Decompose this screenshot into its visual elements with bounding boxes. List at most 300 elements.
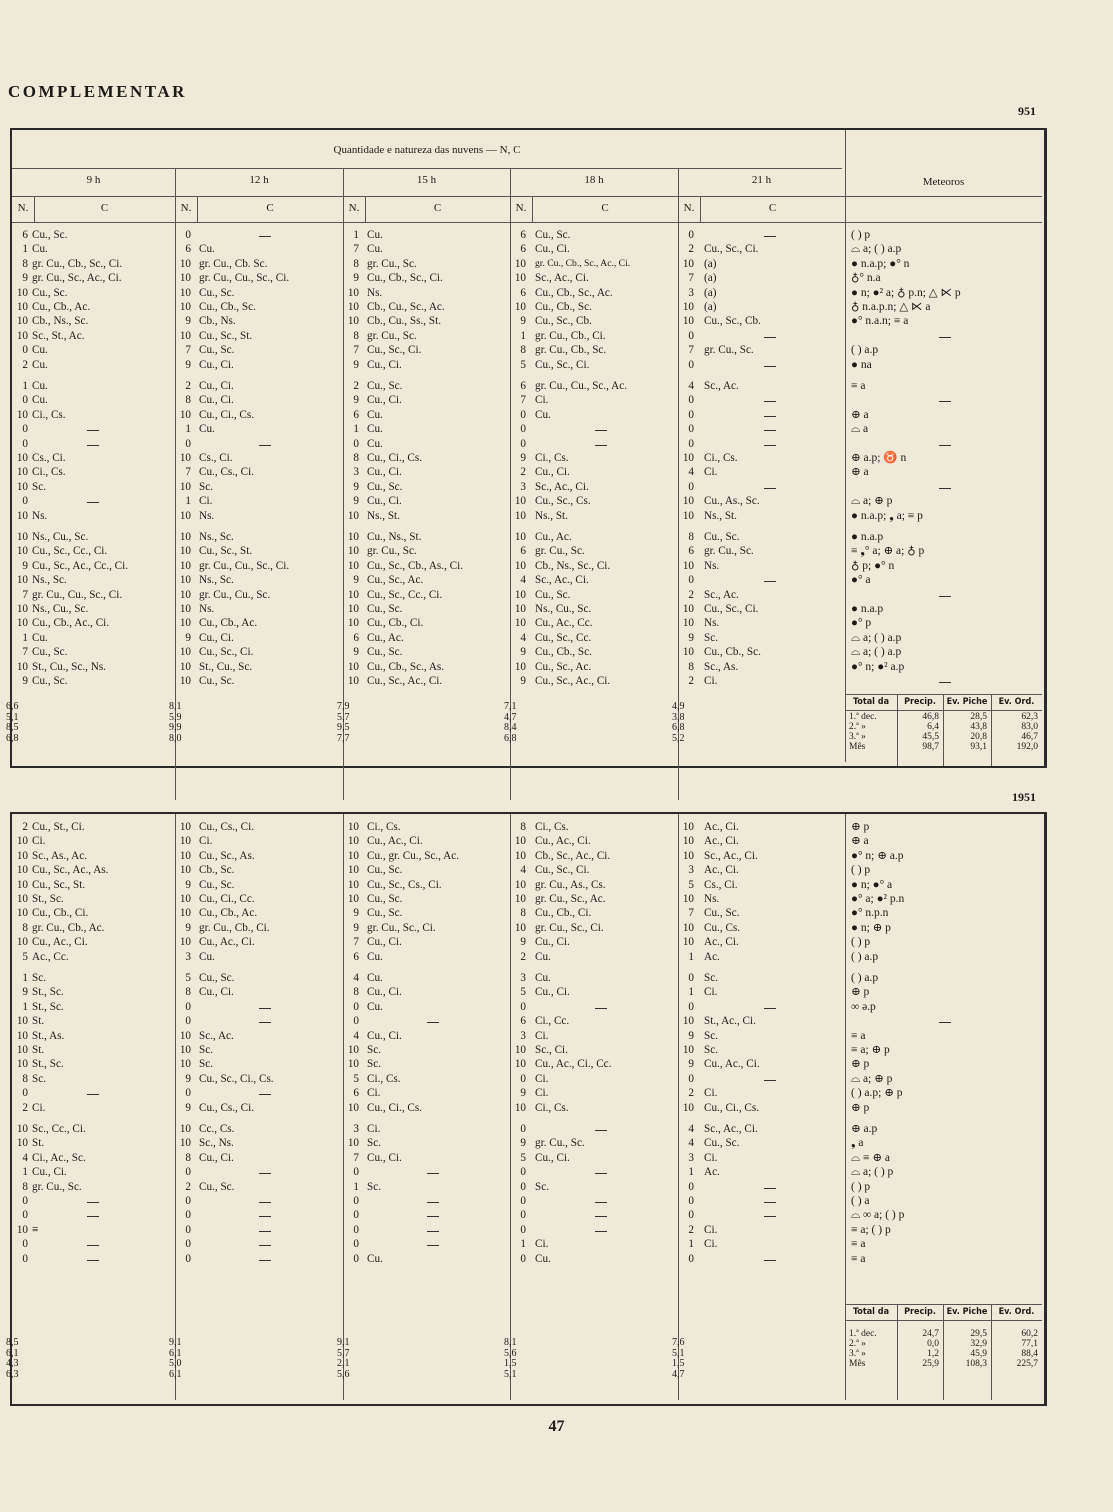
totals-header: Precip. [904,697,936,707]
totals-value: 62,3 [1021,712,1038,722]
cloud-types: gr. Cu., Sc., Ci. [367,921,436,934]
n-value: 7 [520,394,526,407]
cloud-types: Cu., Ac., Ci. [367,835,423,848]
totals-value: 108,3 [965,1359,987,1369]
cloud-types: Sc. [199,480,213,493]
n-col-rule [532,196,533,222]
n-value: 10 [514,559,526,572]
cloud-types: Sc., Ac., Ci. [704,1123,758,1135]
average-value: 6,8 [672,722,685,733]
average-value: 5,7 [337,1347,350,1359]
n-value: 9 [22,675,28,687]
no-cloud-dash [764,1188,776,1189]
n-value: 1 [185,495,191,508]
totals-value: Mês [849,1359,866,1369]
meteoros-entry: ⊕ a.p; ♉ n [851,452,907,464]
cloud-types: Cu., Sc., Cc., Ci. [367,588,443,601]
no-cloud-dash [259,1022,271,1023]
cloud-types: Cu., Ci. [535,1151,570,1164]
cloud-types: Sc., Ac., Ci. [535,272,589,285]
n-value: 10 [347,286,359,299]
cloud-types: Cu., Sc. [199,344,235,357]
no-cloud-dash [87,1094,99,1095]
n-value: 0 [353,1223,359,1236]
cloud-types: Cu. [535,972,551,984]
cloud-types: Cc., Cs. [199,1123,235,1135]
cloud-types: Ci. [367,1123,381,1135]
cloud-types: St., Cu., Sc. [199,660,253,673]
n-value: 10 [179,301,191,313]
n-value: 10 [16,849,28,862]
n-value: 6 [353,950,359,963]
meteoros-entry: ● n.a.p; ❟ a; ≡ p [851,509,923,522]
cloud-types: Ns. [704,617,720,630]
n-value: 10 [682,849,694,862]
cloud-types: Ci., Cs. [32,408,66,421]
cloud-types: Cu. [32,344,48,357]
cloud-types: Ci. [535,394,549,407]
meteoros-entry: ●° a; ●² p.n [851,893,905,905]
cloud-types: Cu., Ac., Ci. [535,835,591,848]
cloud-types: Cu., Ci. [535,466,570,479]
n-value: 9 [353,907,359,920]
n-value: 9 [688,1029,694,1042]
meteoros-entry: ♁ p; ●° n [851,559,895,572]
cloud-types: St., Cu., Sc., Ns. [32,660,106,673]
n-value: 10 [682,452,694,464]
n-value: 10 [682,257,694,270]
n-value: 6 [353,1087,359,1100]
cloud-types: Ac. [704,950,720,963]
n-value: 0 [688,423,694,436]
cloud-types: Cu., Sc., Ci., Cs. [199,1072,274,1085]
n-value: 10 [514,921,526,934]
cloud-types: Cu. [199,950,215,963]
no-cloud-dash [595,445,607,446]
n-value: 5 [520,1151,526,1164]
totals-value: 20,8 [970,732,987,742]
n-value: 1 [22,380,28,392]
n-value: 10 [179,1137,191,1150]
cloud-types: Cu., Sc. [32,286,68,299]
n-value: 6 [353,631,359,644]
cloud-types: Cb., Sc., Ac., Ci. [535,849,611,862]
no-cloud-dash [259,1008,271,1009]
n-value: 10 [682,893,694,905]
cloud-types: Cu., Ci. [199,631,234,644]
cloud-types: Sc., Ac., Ci. [535,574,589,587]
n-value: 10 [16,466,28,479]
n-value: 10 [682,509,694,522]
n-value: 10 [347,301,359,313]
totals-value: 29,5 [970,1329,987,1339]
cloud-types: Sc., Ac., Ci. [535,480,589,493]
n-value: 4 [688,380,694,392]
n-value: 1 [520,329,526,342]
cloud-types: Ci. [704,1238,718,1251]
n-value: 7 [353,936,359,949]
n-value: 10 [514,1058,526,1071]
cloud-types: Cu., Sc., Ci. [535,864,590,877]
no-cloud-dash [764,430,776,431]
totals-value: 2.ª » [849,1339,866,1349]
cloud-types: Cu., Sc., Ci. [704,243,759,256]
cloud-types: Ns., Cu., Sc. [32,603,89,615]
meteoros-entry: ∞ ə.p [851,1000,876,1013]
n-value: 10 [347,675,359,687]
n-value: 9 [353,358,359,371]
n-value: 0 [688,408,694,421]
n-value: 8 [520,344,526,357]
n-value: 10 [179,559,191,572]
cloud-types: Cu., Sc., St. [199,329,253,342]
meteoros-entry: ●° a [851,574,871,587]
n-value: 7 [22,646,28,659]
totals-header: Ev. Piche [946,697,988,707]
cloud-types: Cu., Cb., Sc. [535,301,592,313]
totals-header: Total da [852,697,890,707]
meteoros-entry: ♁° n.a [851,272,881,285]
n-value: 10 [347,1058,359,1071]
n-value: 9 [520,315,526,328]
c-caption: C [266,202,274,214]
cloud-types: Ns. [704,559,720,572]
n-value: 0 [185,1000,191,1013]
n-value: 10 [179,408,191,421]
meteoros-entry: ( ) a.p [851,344,879,357]
n-value: 10 [682,1015,694,1028]
n-value: 0 [688,1195,694,1207]
meteoros-entry: ( ) a [851,1195,870,1207]
n-value: 9 [520,452,526,464]
n-value: 3 [688,864,694,877]
cloud-types: Cu., St., Ci. [32,821,85,833]
cloud-types: Cu., Sc., Ac., Cc., Ci. [32,559,129,572]
cloud-types: Cu., Ac. [535,531,572,543]
cloud-types: Cu., Ci. [535,936,570,949]
cloud-types: Ci. [535,1072,549,1085]
cloud-types: Ac., Ci. [704,864,739,877]
no-cloud-dash [764,1202,776,1203]
n-value: 9 [22,986,28,999]
n-value: 8 [353,986,359,999]
totals-value: 77,1 [1021,1339,1038,1349]
n-value: 10 [514,617,526,630]
n-value: 0 [185,437,191,450]
cloud-types: Ac., Ci. [704,821,739,833]
n-value: 9 [520,936,526,949]
cloud-types: Ns., Sc. [199,574,234,587]
average-value: 1,5 [672,1358,685,1369]
cloud-types: Cu., Sc., Cs. [535,495,591,508]
n-value: 10 [179,1044,191,1056]
average-value: 5,6 [504,1347,517,1359]
cloud-types: St., Sc. [32,1058,64,1071]
no-cloud-dash [595,1202,607,1203]
cloud-types: Cu., Ci. [535,243,570,256]
n-value: 10 [179,835,191,848]
cloud-types: Cu. [32,380,48,392]
n-value: 6 [520,243,526,256]
no-cloud-dash [427,1173,439,1174]
n-value: 0 [353,437,359,450]
cloud-types: Ci. [535,1238,549,1251]
totals-value: Mês [849,742,866,752]
cloud-types: Cu., Ac. [367,631,404,644]
n-value: 10 [682,603,694,615]
totals-value: 46,8 [922,712,939,722]
cloud-types: Ci. [535,1029,549,1042]
cloud-types: Cu., Cb., Ci. [367,617,424,630]
n-value: 10 [16,315,28,328]
average-value: 7,7 [337,732,350,744]
n-value: 2 [688,1223,694,1236]
average-value: 5,7 [337,711,350,723]
cloud-types: St. [32,1044,45,1056]
n-value: 8 [520,821,526,833]
cloud-types: Cu. [199,243,215,256]
cloud-types: Ci. [704,1223,718,1236]
meteoros-entry: ⊕ a [851,835,869,848]
cloud-types: Cu., Ci. [199,394,234,407]
n-value: 10 [347,559,359,572]
cloud-types: Cu., Ci., Cs. [704,1101,760,1114]
group-caption: Quantidade e natureza das nuvens — N, C [333,144,521,156]
n-value: 9 [688,1058,694,1071]
meteoros-entry: ⊕ p [851,821,870,833]
n-value: 10 [179,545,191,558]
footer-page-number: 47 [548,1418,565,1435]
n-value: 8 [185,1151,191,1164]
totals-header: Precip. [904,1307,936,1317]
n-value: 10 [682,617,694,630]
n-value: 8 [22,1072,28,1085]
average-value: 5,9 [169,711,182,723]
cloud-types: Cu., Cs., Ci. [199,821,255,833]
cloud-types: Ns. [32,509,48,522]
cloud-types: Cu., Cs., Ci. [199,1101,255,1114]
n-value: 2 [688,243,694,256]
n-value: 3 [520,1029,526,1042]
cloud-types: Sc. [367,1044,381,1056]
n-value: 10 [16,531,28,543]
no-cloud-dash [595,1216,607,1217]
cloud-types: Cu., gr. Cu., Sc., Ac. [367,849,459,862]
n-value: 0 [353,1166,359,1179]
n-value: 9 [353,394,359,407]
n-value: 2 [22,1101,28,1114]
n-value: 2 [22,358,28,371]
n-value: 10 [179,893,191,905]
n-value: 4 [688,466,694,479]
cloud-types: Cu., As., Sc. [704,495,760,508]
n-value: 0 [22,1238,28,1251]
cloud-types: Sc., St., Ac. [32,329,85,342]
cloud-types: Sc., Ac. [199,1029,234,1042]
average-value: 5,2 [672,732,685,744]
average-value: 6,8 [504,732,517,744]
no-cloud-dash [259,1231,271,1232]
meteoros-entry: ≡ a [851,380,866,392]
cloud-types: Cu. [367,950,383,963]
n-value: 5 [22,950,28,963]
n-value: 10 [16,452,28,464]
n-value: 1 [520,1238,526,1251]
cloud-types: Ci. [199,835,213,848]
n-value: 8 [688,660,694,673]
cloud-types: Cu., Ci., Cs. [367,452,423,464]
meteoros-entry: ❟ a [851,1137,864,1150]
n-value: 0 [22,495,28,508]
n-value: 6 [520,286,526,299]
cloud-types: gr. Cu., Cu., Sc., Ac. [535,380,627,392]
meteoros-entry: ⊕ a.p [851,1123,878,1135]
n-value: 10 [179,821,191,833]
n-caption: N. [683,202,695,214]
n-value: 10 [179,257,191,270]
n-value: 9 [185,878,191,891]
totals-value: 3.ª » [849,732,866,742]
cloud-types: Cu., Ac., Ci., Cc. [535,1058,612,1071]
cloud-types: Ns., St. [704,509,737,522]
hour-caption: 21 h [751,174,772,186]
section-title: COMPLEMENTAR [8,82,187,101]
cloud-types: Cu., Ci. [199,358,234,371]
n-value: 10 [682,835,694,848]
n-value: 2 [520,466,526,479]
n-value: 8 [185,394,191,407]
n-value: 9 [520,675,526,687]
average-value: 6,1 [6,1347,19,1359]
cloud-types: Sc. [199,1044,213,1056]
cloud-types: Ci. [32,1101,46,1114]
meteoros-entry: ≡ a [851,1238,866,1251]
average-value: 8,5 [6,722,19,733]
n-value: 10 [16,603,28,615]
c-caption: C [601,202,609,214]
cloud-types: Cu. [367,1252,383,1265]
cloud-types: Cu., Sc., Cc., Ci. [32,545,108,558]
n-value: 0 [185,1195,191,1207]
cloud-types: Sc., Ac. [704,588,739,601]
no-cloud-dash [764,1008,776,1009]
n-value: 0 [688,574,694,587]
n-value: 0 [353,1252,359,1265]
n-value: 0 [688,358,694,371]
n-value: 0 [688,1252,694,1265]
cloud-types: Cu., Ci. [199,380,234,392]
n-value: 10 [347,864,359,877]
meteoros-entry: ⌓ a; ( ) a.p [851,243,902,256]
cloud-types: gr. Cu., Cb., Sc. [535,344,607,357]
totals-header: Ev. Ord. [998,697,1035,707]
n-value: 9 [185,358,191,371]
n-value: 1 [22,1000,28,1013]
cloud-types: Sc. [704,1044,718,1056]
n-value: 8 [185,986,191,999]
cloud-types: Sc., As. [704,660,739,673]
totals-value: 46,7 [1021,732,1038,742]
n-value: 0 [353,1000,359,1013]
n-value: 9 [520,1137,526,1150]
cloud-types: Cu., Ci., Cs. [199,408,255,421]
cloud-types: Cu., Sc. [367,646,403,659]
totals-value: 1,2 [927,1349,939,1359]
cloud-types: Sc. [367,1180,381,1193]
average-value: 1,5 [504,1358,517,1369]
average-value: 4,3 [6,1358,19,1369]
totals-value: 60,2 [1021,1329,1038,1339]
cloud-types: gr. Cu., Sc. [704,344,754,357]
totals-header: Ev. Piche [946,1307,988,1317]
n-value: 0 [353,1015,359,1028]
n-value: 7 [688,272,694,285]
n-value: 2 [520,950,526,963]
n-value: 2 [185,380,191,392]
n-value: 6 [353,408,359,421]
n-value: 10 [514,603,526,615]
n-value: 10 [16,329,28,342]
meteoros-entry: ● n.a.p [851,603,884,615]
cloud-types: Sc. [704,1029,718,1042]
n-value: 0 [520,1072,526,1085]
n-value: 10 [514,272,526,285]
n-value: 10 [179,675,191,687]
n-value: 6 [520,380,526,392]
cloud-types: Sc. [535,1180,549,1193]
n-value: 10 [16,408,28,421]
totals-value: 0,0 [927,1339,939,1349]
n-value: 10 [514,1044,526,1056]
cloud-types: Sc. [32,972,46,984]
cloud-types: Cu., Cb., Ci. [535,907,592,920]
n-value: 10 [347,1044,359,1056]
cloud-types: gr. Cu., Cu., Sc., Ci. [199,272,290,285]
n-value: 10 [16,1058,28,1071]
cloud-types: Cu., Sc., Ci. [535,358,590,371]
cloud-types: Cb., Ns., Sc., Ci. [535,559,611,572]
meteoros-caption: Meteoros [922,176,965,188]
cloud-types: Cu., Ci. [367,1151,402,1164]
average-value: 8,1 [504,1337,517,1348]
cloud-types: gr. Cu., Cu., Sc., Ci. [199,559,290,572]
n-value: 10 [16,864,28,877]
cloud-types: Cu., Sc. [367,864,403,877]
cloud-types: Cu., Sc. [32,646,68,659]
n-value: 1 [22,243,28,256]
n-value: 0 [688,437,694,450]
hour-caption: 15 h [416,174,437,186]
cloud-types: (a) [704,257,717,270]
cloud-types: Ns., Sc. [32,574,67,587]
cloud-types: Cb., Cu., Ss., St. [367,315,441,328]
cloud-types: Cu., Ci., Cc. [199,893,255,905]
n-value: 0 [22,437,28,450]
cloud-types: Cu., Sc. [367,907,403,920]
n-value: 0 [520,1223,526,1236]
n-value: 10 [16,1137,28,1150]
average-value: 7,9 [337,701,350,712]
n-value: 10 [347,509,359,522]
n-value: 10 [179,509,191,522]
n-value: 0 [520,1123,526,1135]
totals-value: 32,9 [970,1339,987,1349]
cloud-table-top [6,128,1047,768]
meteoros-entry: ● n.a.p [851,531,884,543]
cloud-types: Cu., Sc., Ci. [199,646,254,659]
n-value: 10 [347,588,359,601]
n-value: 10 [16,878,28,891]
